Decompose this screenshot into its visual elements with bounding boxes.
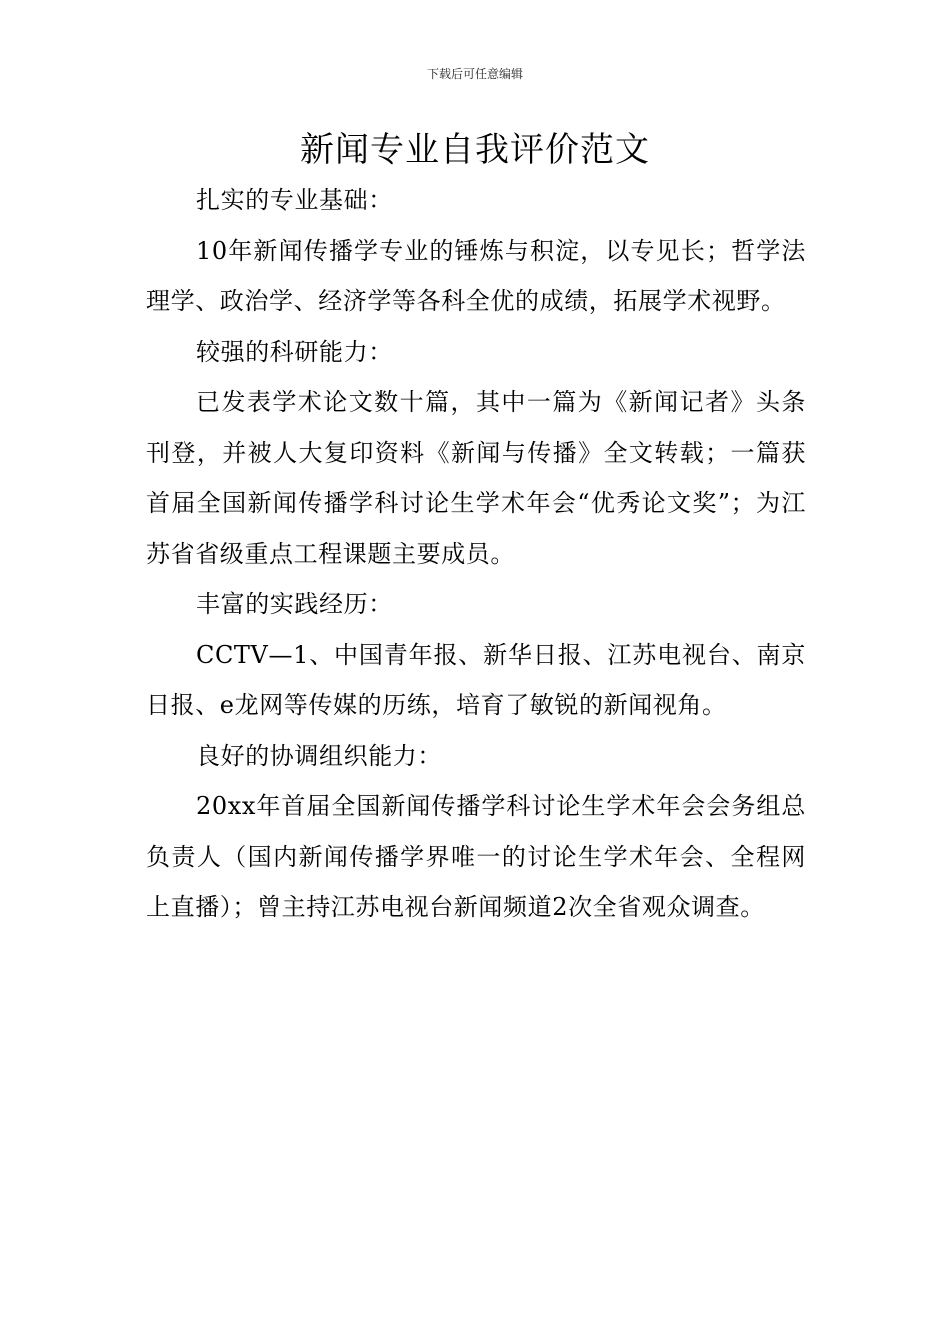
document-body xyxy=(146,175,806,933)
page-title: 新闻专业自我评价范文 xyxy=(300,130,650,170)
paragraph-research: 已发表学术论文数十篇，其中一篇为《新闻记者》头条刊登，并被人大复印资料《新闻与传播》全文转载；一篇获首届全国新闻传播学科讨论生学术年会“优秀论文奖”；为江苏省省级重点工程课题主要成员。 xyxy=(146,388,806,568)
paragraph-practice: CCTV—1、中国青年报、新华日报、江苏电视台、南京日报、e龙网等传媒的历练，培育了敏锐的新闻视角。 xyxy=(146,640,806,719)
paragraph-coordination: 20xx年首届全国新闻传播学科讨论生学术年会会务组总负责人（国内新闻传播学界唯一的讨论生学术年会、全程网上直播）；曾主持江苏电视台新闻频道2次全省观众调查。 xyxy=(146,792,806,921)
section-heading-foundation: 扎实的专业基础： xyxy=(196,186,393,214)
page-header-note: 下载后可任意编辑 xyxy=(426,67,523,81)
section-heading-coordination: 良好的协调组织能力： xyxy=(196,741,442,770)
paragraph-foundation: 10年新闻传播学专业的锤炼与积淀，以专见长；哲学法理学、政治学、经济学等各科全优的成绩，拓展学术视野。 xyxy=(146,236,806,315)
section-heading-practice: 丰富的实践经历： xyxy=(196,590,393,618)
section-heading-research: 较强的科研能力： xyxy=(196,337,393,366)
